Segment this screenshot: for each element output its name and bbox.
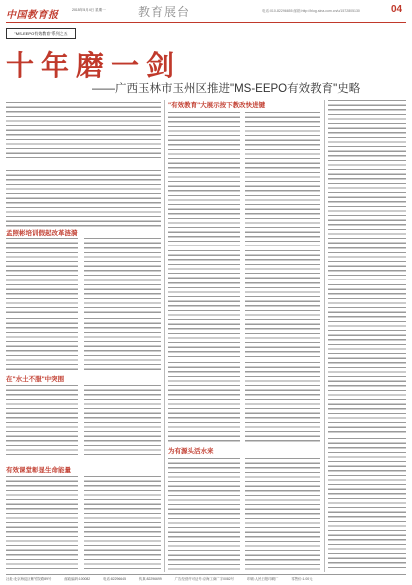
- footer-postcode: 邮政编码:100082: [64, 577, 91, 581]
- column-2-text-b: [84, 238, 161, 314]
- section-title: 教育展台: [138, 5, 191, 19]
- masthead-logo: 中国教育报: [6, 10, 59, 21]
- section-heading-5: 为有源头活水来: [168, 448, 214, 455]
- footer-phone: 电话:82296645: [103, 577, 126, 581]
- column-2-text-c: [84, 318, 161, 370]
- column-1-text-e: [6, 476, 78, 570]
- section-heading-3: 有效课堂彰显生命能量: [6, 467, 71, 474]
- section-heading-1: 孟照彬培训假起改革涟漪: [6, 230, 78, 237]
- footer-address: 社址:北京海淀区紫竹院路89号: [6, 577, 52, 581]
- footer-fax: 传真:82296699: [138, 577, 162, 581]
- column-3-text-c: [168, 362, 240, 444]
- column-2-text-e: [84, 476, 161, 570]
- column-5-text-c: [328, 438, 406, 570]
- lede-paragraph: [6, 102, 161, 158]
- column-4-text-b: [245, 250, 320, 360]
- section-heading-2: 在"水土不服"中突围: [6, 376, 65, 383]
- masthead-date: 2015年5月4日 星期一: [72, 8, 106, 12]
- column-1-text-a: [6, 170, 161, 227]
- footer-bar: [6, 574, 406, 583]
- column-4-text-a: [245, 112, 320, 246]
- header-contact: 电话:010-82296655 邮箱:http://blog.sina.com.cn/u/1572805130: [262, 9, 360, 13]
- column-1-text-b: [6, 238, 78, 314]
- column-1-text-c: [6, 318, 78, 370]
- column-2-text-d: [84, 385, 161, 457]
- page-number: 04: [391, 4, 403, 15]
- headline: 十年磨一剑: [6, 49, 182, 82]
- column-4-text-c: [245, 362, 320, 444]
- column-3-text-a: [168, 112, 240, 246]
- subheadline: ——广西玉林市玉州区推进"MS-EEPO有效教育"史略: [92, 83, 361, 95]
- footer-printer: 印刷:人民日报印刷厂: [246, 577, 279, 581]
- column-3-text-b: [168, 250, 240, 360]
- top-rule: [6, 22, 406, 23]
- column-divider-1: [164, 100, 165, 572]
- column-5-text-b: [328, 284, 406, 434]
- footer-license: 广告经营许可证号:京海工商广字0082号: [174, 577, 235, 581]
- footer-price: 零售价:1.00元: [291, 577, 313, 581]
- column-5-text-a: [328, 100, 406, 280]
- section-heading-4: "有效教育"大展示按下教改快进键: [168, 102, 266, 109]
- column-4-text-d: [245, 458, 320, 570]
- column-1-text-d: [6, 385, 78, 457]
- column-divider-2: [324, 100, 325, 572]
- column-3-text-d: [168, 458, 240, 570]
- series-tag: "MS-EEPO有效教育"系列之五: [6, 28, 76, 39]
